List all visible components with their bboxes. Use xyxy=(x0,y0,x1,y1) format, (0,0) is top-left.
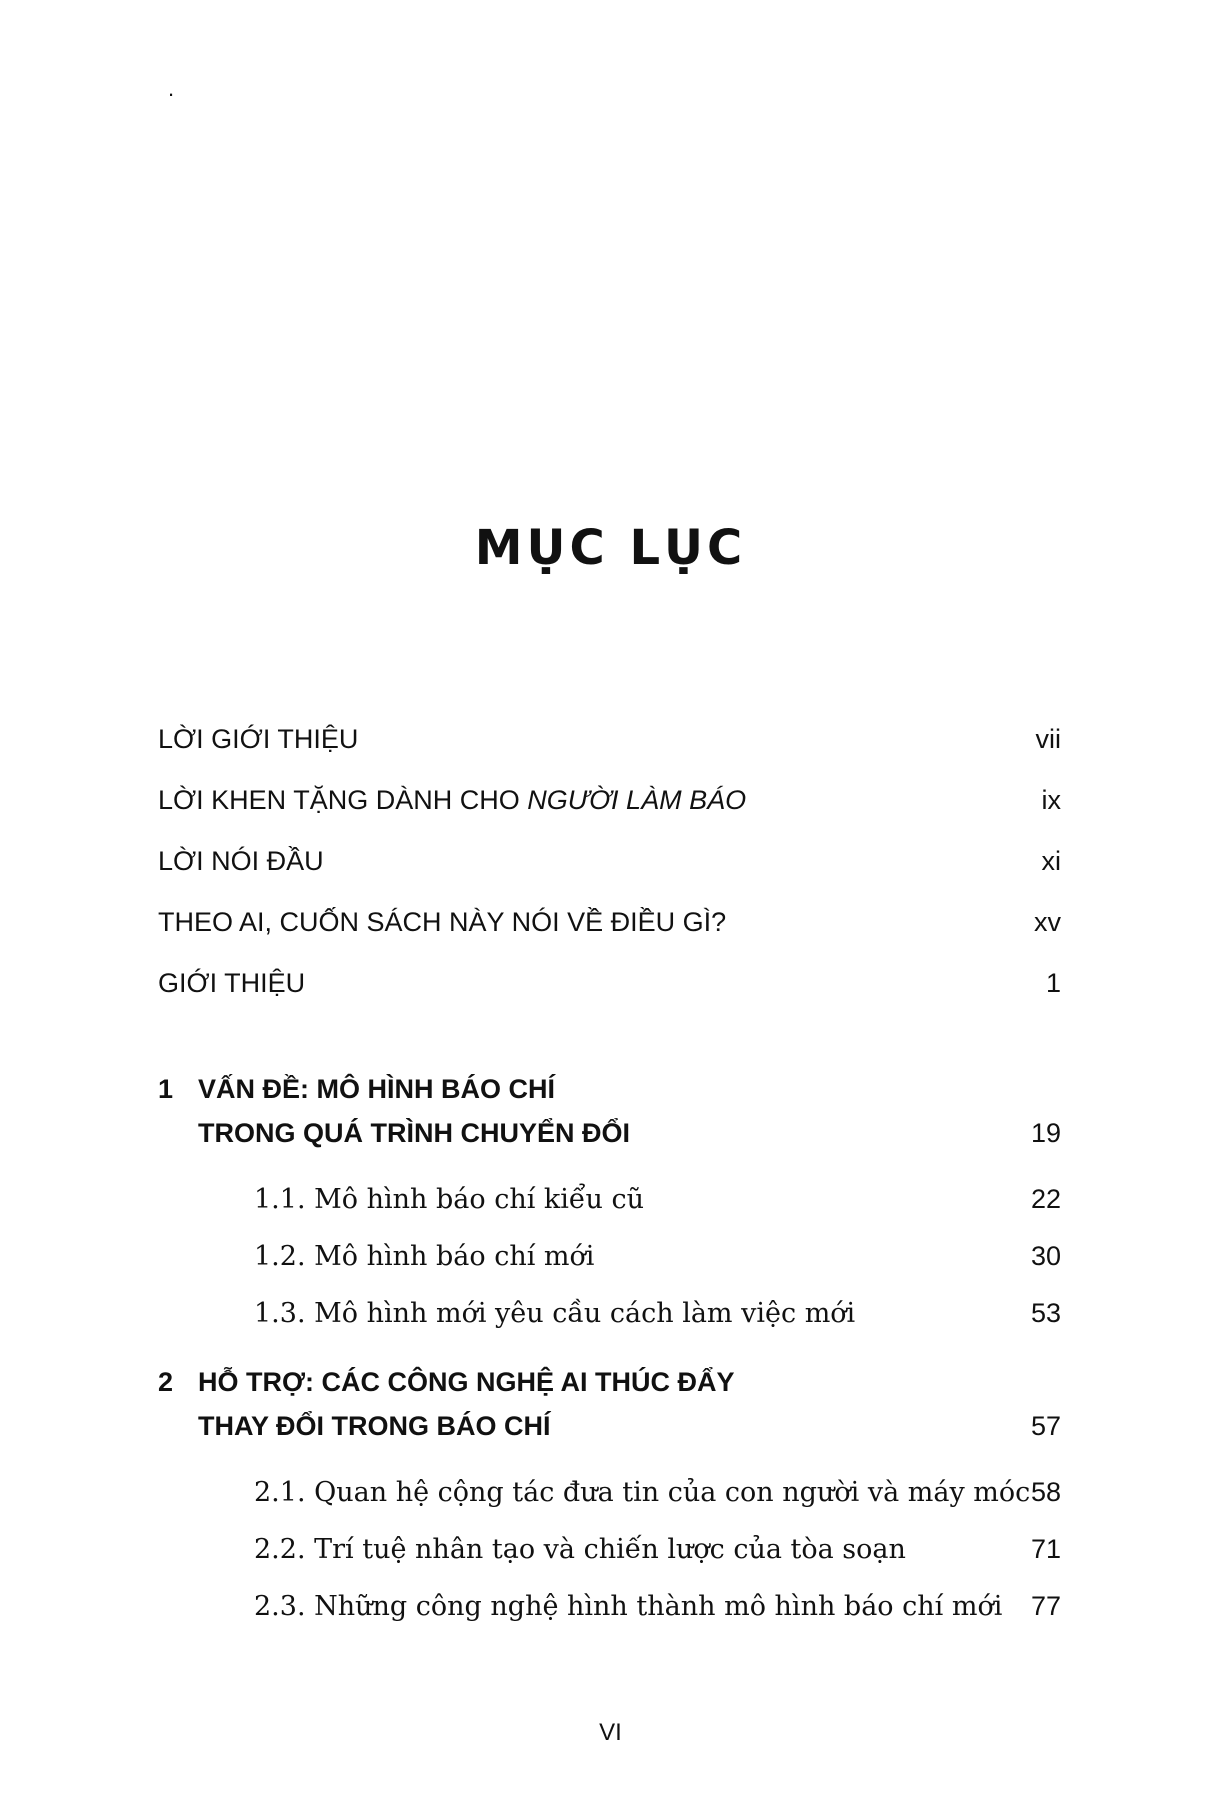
chapter-heading xyxy=(158,1067,1061,1155)
toc-entry-label: THEO AI, CUỐN SÁCH NÀY NÓI VỀ ĐIỀU GÌ? xyxy=(158,907,727,937)
toc-entry-page: xv xyxy=(1034,907,1061,937)
toc-section-label: 2.1. Quan hệ cộng tác đưa tin của con người và máy móc xyxy=(254,1477,1031,1508)
toc-entry-label: LỜI GIỚI THIỆU xyxy=(158,724,359,754)
toc-entry xyxy=(158,966,1061,1000)
chapter-title: VẤN ĐỀ: MÔ HÌNH BÁO CHÍ xyxy=(198,1074,555,1104)
chapter-title: TRONG QUÁ TRÌNH CHUYỂN ĐỔI xyxy=(198,1118,630,1148)
toc-section-page: 53 xyxy=(1030,1298,1061,1328)
toc-entry-label: LỜI KHEN TẶNG DÀNH CHO NGƯỜI LÀM BÁO xyxy=(158,785,747,815)
chapter-page: 57 xyxy=(1030,1411,1061,1441)
toc-section xyxy=(254,1181,1061,1218)
toc-section-page: 58 xyxy=(1030,1477,1061,1507)
toc-section-label: 2.3. Những công nghệ hình thành mô hình báo chí mới xyxy=(254,1591,1003,1622)
toc-section-label: 1.3. Mô hình mới yêu cầu cách làm việc mới xyxy=(254,1298,856,1329)
toc-section-label: 2.2. Trí tuệ nhân tạo và chiến lược của tòa soạn xyxy=(254,1534,906,1565)
chapter-title: HỖ TRỢ: CÁC CÔNG NGHỆ AI THÚC ĐẨY xyxy=(198,1367,735,1397)
chapter-number: 2 xyxy=(158,1367,174,1397)
toc-section xyxy=(254,1588,1061,1625)
toc-entry-page: ix xyxy=(1041,785,1061,815)
book-title-italic: NGƯỜI LÀM BÁO xyxy=(527,785,747,815)
chapter-heading xyxy=(158,1360,1061,1448)
toc-section xyxy=(254,1295,1061,1332)
toc-section-label: 1.2. Mô hình báo chí mới xyxy=(254,1241,595,1272)
page-number: VI xyxy=(599,1719,622,1746)
chapter-title: THAY ĐỔI TRONG BÁO CHÍ xyxy=(198,1411,551,1441)
toc-section-label: 1.1. Mô hình báo chí kiểu cũ xyxy=(254,1184,645,1215)
toc-entry-page: xi xyxy=(1041,846,1061,876)
toc-entry-label: LỜI NÓI ĐẦU xyxy=(158,846,324,876)
toc-section xyxy=(254,1474,1061,1511)
toc-entry xyxy=(158,783,1061,817)
toc-section-page: 77 xyxy=(1030,1591,1061,1621)
toc-section-page: 30 xyxy=(1030,1241,1061,1271)
page-title: MỤC LỤC xyxy=(474,520,747,576)
chapter-page: 19 xyxy=(1030,1118,1061,1148)
toc-entry-page: vii xyxy=(1035,724,1061,754)
toc-entry xyxy=(158,905,1061,939)
toc-entry xyxy=(158,722,1061,756)
toc-section xyxy=(254,1531,1061,1568)
toc-entry xyxy=(158,844,1061,878)
chapter-number: 1 xyxy=(158,1074,174,1104)
toc-section xyxy=(254,1238,1061,1275)
toc-section-page: 71 xyxy=(1030,1534,1061,1564)
stray-mark: . xyxy=(168,76,175,101)
toc-entry-page: 1 xyxy=(1045,968,1061,998)
toc-entry-label: GIỚI THIỆU xyxy=(158,968,306,998)
toc-section-page: 22 xyxy=(1030,1184,1061,1214)
